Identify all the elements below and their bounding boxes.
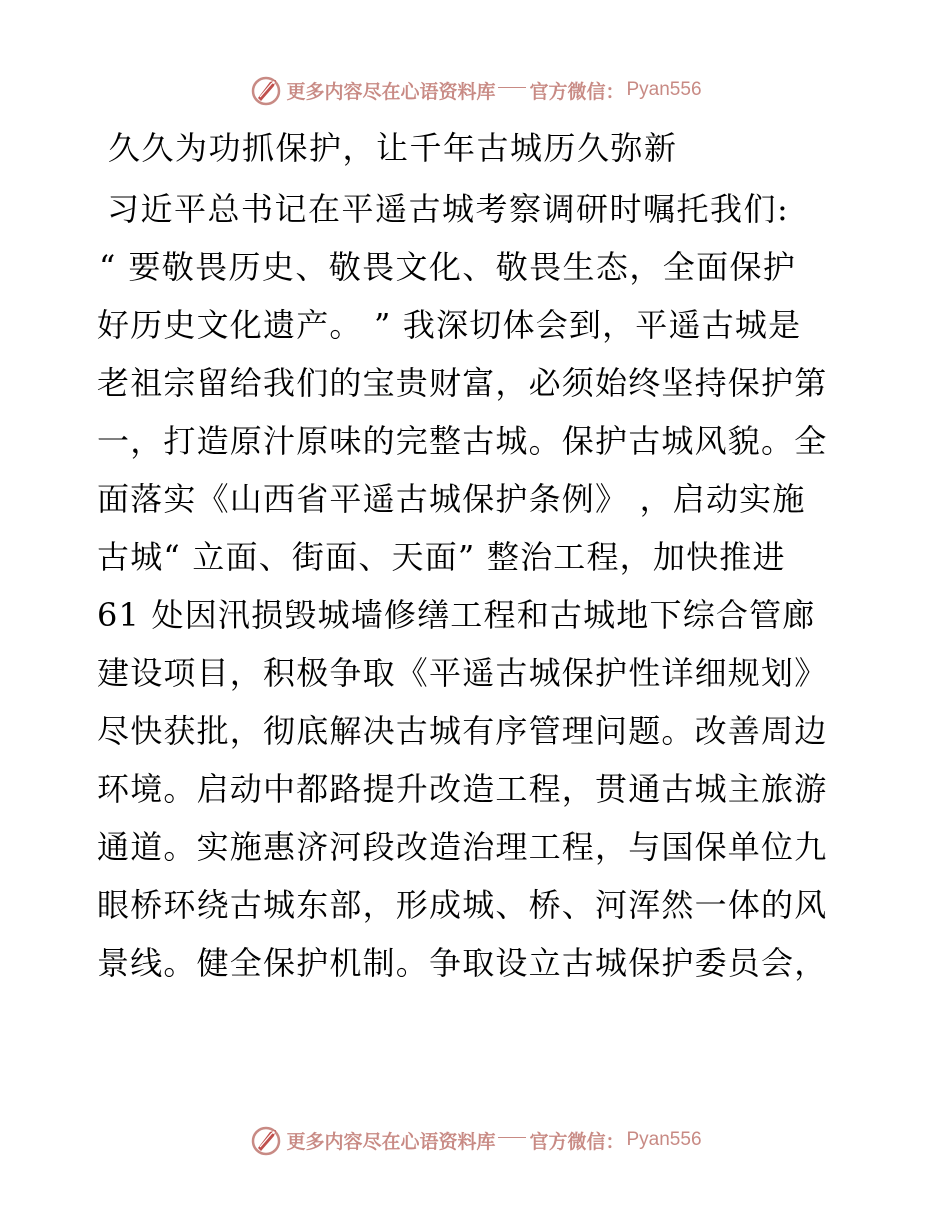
- body-line: 古城“ 立面、街面、天面” 整治工程，加快推进: [97, 538, 786, 576]
- body-line: 老祖宗留给我们的宝贵财富，必须始终坚持保护第: [97, 364, 828, 402]
- watermark-official-label: 官方微信：: [529, 80, 625, 103]
- body-line: “ 要敬畏历史、敬畏文化、敬畏生态，全面保护: [99, 248, 797, 286]
- body-line: 环境。启动中都路提升改造工程，贯通古城主旅游: [97, 770, 828, 808]
- pen-nib-logo-icon: [248, 72, 284, 108]
- body-line: 通道。实施惠济河段改造治理工程，与国保单位九: [97, 828, 828, 866]
- body-line: 习近平总书记在平遥古城考察调研时嘱托我们:: [107, 190, 790, 228]
- header-watermark: [0, 70, 950, 110]
- body-line: 尽快获批，彻底解决古城有序管理问题。改善周边: [97, 712, 828, 750]
- body-line: 面落实《山西省平遥古城保护条例》 ，启动实施: [97, 480, 806, 518]
- document-title: 久久为功抓保护，让千年古城历久弥新: [108, 129, 678, 167]
- body-line: 眼桥环绕古城东部，形成城、桥、河浑然一体的风: [97, 886, 828, 924]
- body-line: 建设项目，积极争取《平遥古城保护性详细规划》: [97, 654, 828, 692]
- body-line: 61 处因汛损毁城墙修缮工程和古城地下综合管廊: [97, 596, 816, 634]
- body-line: 好历史文化遗产。 ” 我深切体会到，平遥古城是: [97, 306, 802, 344]
- document-body: [97, 180, 853, 992]
- watermark-wechat-id: Pyan556: [626, 79, 702, 100]
- watermark-brand-text: 更多内容尽在心语资料库: [286, 1130, 496, 1153]
- pen-nib-logo-icon: [248, 1122, 284, 1158]
- body-line: 一，打造原汁原味的完整古城。保护古城风貌。全: [97, 422, 828, 460]
- watermark-wechat-id: Pyan556: [626, 1129, 702, 1150]
- watermark-brand-text: 更多内容尽在心语资料库: [286, 80, 496, 103]
- watermark-dash: [498, 1137, 526, 1139]
- watermark-official-label: 官方微信：: [529, 1130, 625, 1153]
- footer-watermark: [0, 1120, 950, 1160]
- watermark-dash: [498, 87, 526, 89]
- body-line: 景线。健全保护机制。争取设立古城保护委员会，: [97, 944, 828, 982]
